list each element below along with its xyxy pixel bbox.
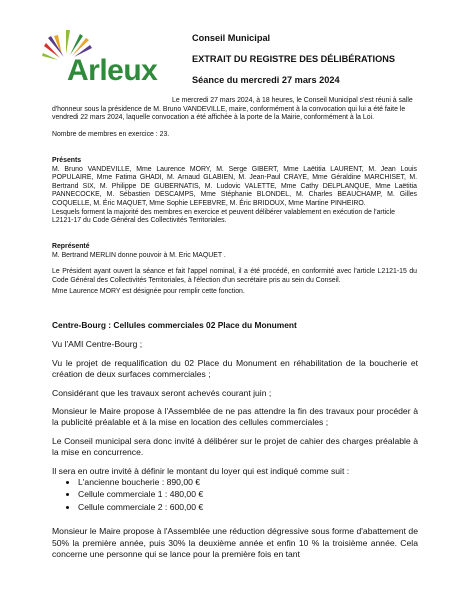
deliberation-p4: Monsieur le Maire propose à l'Assemblée de ne pas attendre la fin des travaux pour procéder à la publicité préalable et à la mise en location des cellules commerciales ; [52,406,418,428]
represente-text: M. Bertrand MERLIN donne pouvoir à M. Eric MAQUET . [52,251,226,259]
rent-item: • Cellule commerciale 1 : 480,00 € [78,489,418,500]
register-title: EXTRAIT DU REGISTRE DES DÉLIBÉRATIONS [192,54,395,64]
deliberation-section [52,320,418,561]
represente-section [52,243,417,260]
deliberation-p2: Vu le projet de requalification du 02 Place du Monument en réhabilitation de la boucherie et création de deux surfaces commerciales ; [52,357,418,380]
deliberation-p1: Vu l'AMI Centre-Bourg ; [52,339,143,350]
presents-names: M. Bruno VANDEVILLE, Mme Laurence MORY, M. Serge GIBERT, Mme Laëtitia LAURENT, M. Jean Louis POPULAIRE, Mme Fatima GHADI, M. Arnaud GLABIEN, M. Jean-Paul CRAYE, Mme Géraldine MARCHISET, M. Bertrand SIX, M. Philippe DE GUBERNATIS, M. Ludovic VALETTE, Mme Cathy DELPLANQUE, Mme Laëtitia PANNECOCKE, M. Sébastien DESCAMPS, Mme Stéphanie BLONDEL, M. Charles BEAUCHAMP, M. Gilles COQUELLE, M. Éric MAQUET, Mme Sophie LEFEBVRE, M. Éric BRIDOUX, Mme Martine PINHEIRO. [52,165,417,207]
deliberation-p5: Le Conseil municipal sera donc invité à délibérer sur le projet de cahier des charges préalable à la mise en concurrence. [52,435,418,458]
roll-call-section [52,268,417,297]
document-header [192,32,395,95]
session-date: Séance du mercredi 27 mars 2024 [192,75,340,85]
rent-list [52,477,418,513]
roll-call-text: Le Président ayant ouvert la séance et fait l'appel nominal, il a été procédé, en conformité avec l'article L2121-15 du Code Général des Collectivités Territoriales, à l'élection d'un secrétaire pris au sein du Conseil. [52,268,417,284]
arleux-logo [40,26,170,88]
logo-text: Arleux [67,54,158,87]
majority-text: Lesquels forment la majorité des membres en exercice et peuvent délibérer valablement en exécution de l'article L2121-17 du Code Général des Collectivités Territoriales. [52,208,395,225]
council-title: Conseil Municipal [192,33,271,43]
secretary-text: Mme Laurence MORY est désignée pour remplir cette fonction. [52,288,245,296]
presents-heading: Présents [52,157,82,164]
rent-item: • L'ancienne boucherie : 890,00 € [78,477,418,488]
intro-paragraph: Le mercredi 27 mars 2024, à 18 heures, le Conseil Municipal s'est réuni à salle d'honneur sous la présidence de M. Bruno VANDEVILLE, maire, conformément à la convocation qui lui a été faite le vendredi 22 mars 2024, laquelle convocation a été affichée à la porte de la Mairie, conformément à la Loi. [52,97,413,122]
deliberation-title: Centre-Bourg : Cellules commerciales 02 Place du Monument [52,320,297,330]
presents-section [52,157,417,226]
deliberation-p6: Il sera en outre invité à définir le montant du loyer qui est indiqué comme suit : [52,465,350,476]
members-count: Nombre de membres en exercice : 23. [52,130,170,138]
deliberation-p7: Monsieur le Maire propose à l'Assemblée une réduction dégressive sous forme d'abattement de 50% la première année, puis 30% la deuxième année et enfin 10 % la troisième année. Cela concerne une personne qui se lance pour la première fois en tant [52,526,418,560]
represente-heading: Représenté [52,243,90,250]
rent-item: • Cellule commerciale 2 : 600,00 € [78,502,418,513]
intro-section [52,97,417,139]
deliberation-p3: Considérant que les travaux seront achevés courant juin ; [52,387,272,398]
